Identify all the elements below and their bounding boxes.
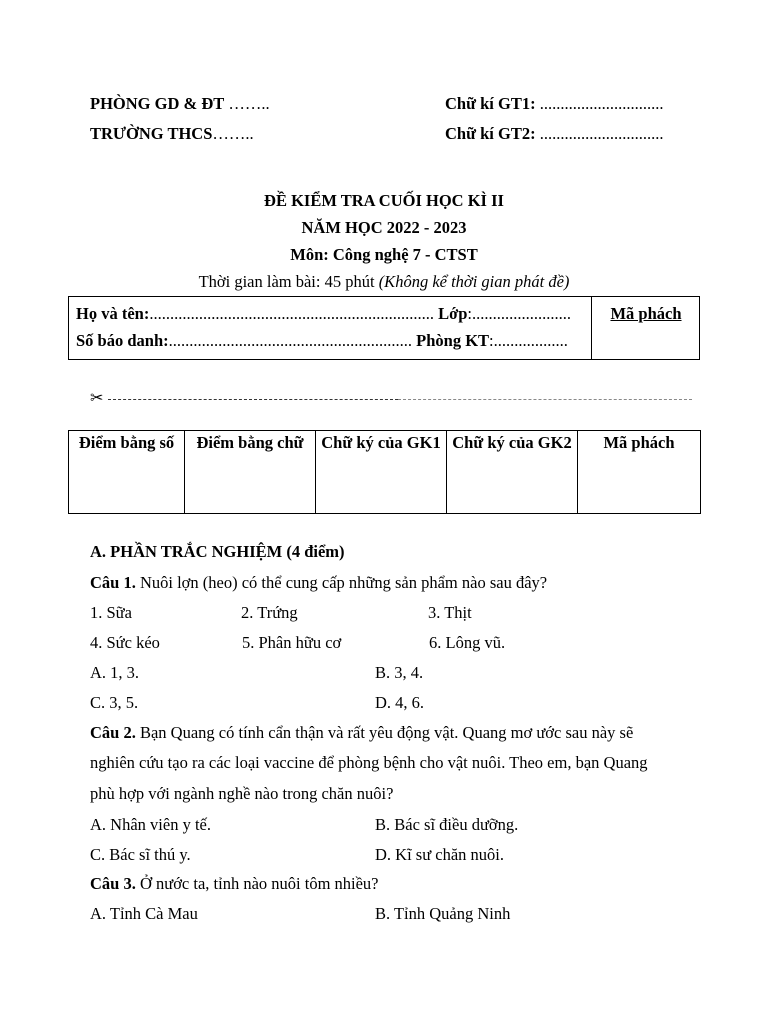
sbd-field[interactable]: ........................................................... — [168, 331, 413, 350]
department-label: PHÒNG GD & ĐT — [90, 94, 225, 113]
signature-gt1-label: Chữ kí GT1: — [445, 94, 536, 113]
q2-option-a[interactable]: A. Nhân viên y tế. — [90, 815, 211, 834]
school-label: TRƯỜNG THCS — [90, 124, 213, 143]
q1-item: 1. Sữa — [90, 603, 132, 622]
question-3-label: Câu 3. — [90, 874, 136, 893]
header-department — [90, 94, 270, 114]
cut-dash-left — [108, 399, 398, 400]
room-field[interactable]: :.................. — [489, 331, 568, 350]
q1-item: 5. Phân hữu cơ — [242, 633, 342, 652]
q1-item: 4. Sức kéo — [90, 633, 160, 652]
q1-option-a[interactable]: A. 1, 3. — [90, 663, 140, 682]
header-signature-gt2 — [445, 124, 663, 144]
score-words-cell[interactable]: Điểm bằng chữ — [185, 431, 316, 514]
question-3 — [90, 874, 379, 894]
question-2-line2: nghiên cứu tạo ra các loại vaccine để phòng bệnh cho vật nuôi. Theo em, bạn Quang — [90, 753, 648, 772]
signature-gt1-dots: .............................. — [535, 94, 664, 113]
score-table-header-row — [69, 431, 701, 514]
q1-item: 2. Trứng — [241, 603, 298, 622]
score-table — [68, 430, 701, 514]
time-note: (Không kể thời gian phát đề) — [378, 272, 570, 291]
cut-line — [90, 389, 692, 409]
question-3-text: Ở nước ta, tỉnh nào nuôi tôm nhiều? — [135, 874, 379, 893]
student-info-box — [68, 296, 700, 360]
header-signature-gt1 — [445, 94, 663, 114]
q1-option-d[interactable]: D. 4, 6. — [375, 693, 425, 712]
question-1 — [90, 573, 547, 593]
q2-option-c[interactable]: C. Bác sĩ thú y. — [90, 845, 191, 864]
time-allowed — [0, 272, 768, 292]
q1-item: 3. Thịt — [428, 603, 472, 622]
scissors-icon: ✂ — [90, 390, 104, 407]
section-a-heading: A. PHẦN TRẮC NGHIỆM (4 điểm) — [90, 542, 345, 561]
name-field[interactable]: ..................................................................... — [149, 304, 434, 323]
signature-gt2-label: Chữ kí GT2: — [445, 124, 536, 143]
room-label: Phòng KT — [416, 331, 490, 350]
name-label: Họ và tên: — [76, 304, 150, 323]
code-label: Mã phách — [610, 304, 682, 323]
name-row — [76, 304, 571, 324]
q1-option-b[interactable]: B. 3, 4. — [375, 663, 424, 682]
q1-option-c[interactable]: C. 3, 5. — [90, 693, 139, 712]
question-2-line1: Bạn Quang có tính cẩn thận và rất yêu động vật. Quang mơ ước sau này sẽ — [135, 723, 634, 742]
question-1-label: Câu 1. — [90, 573, 136, 592]
q2-option-b[interactable]: B. Bác sĩ điều dưỡng. — [375, 815, 519, 834]
time-text: Thời gian làm bài: 45 phút — [198, 272, 379, 291]
gk2-signature-cell[interactable]: Chữ ký của GK2 — [447, 431, 578, 514]
q3-option-a[interactable]: A. Tỉnh Cà Mau — [90, 904, 198, 923]
class-field[interactable]: :........................ — [467, 304, 571, 323]
class-label: Lớp — [438, 304, 468, 323]
header-school — [90, 124, 254, 144]
sbd-label: Số báo danh: — [76, 331, 169, 350]
question-2-label: Câu 2. — [90, 723, 136, 742]
school-dots: …….. — [212, 124, 254, 143]
gk1-signature-cell[interactable]: Chữ ký của GK1 — [316, 431, 447, 514]
question-1-text: Nuôi lợn (heo) có thể cung cấp những sản phẩm nào sau đây? — [135, 573, 548, 592]
q1-item: 6. Lông vũ. — [429, 633, 506, 652]
subject: Môn: Công nghệ 7 - CTST — [290, 245, 478, 264]
department-dots: …….. — [224, 94, 270, 113]
score-number-cell[interactable]: Điểm bằng số — [69, 431, 185, 514]
code-cell[interactable]: Mã phách — [578, 431, 701, 514]
signature-gt2-dots: .............................. — [535, 124, 664, 143]
question-2-line3: phù hợp với ngành nghề nào trong chăn nuôi? — [90, 784, 394, 803]
exam-title: ĐỀ KIỂM TRA CUỐI HỌC KÌ II — [264, 191, 504, 210]
q3-option-b[interactable]: B. Tỉnh Quảng Ninh — [375, 904, 511, 923]
sbd-row — [76, 331, 568, 351]
school-year: NĂM HỌC 2022 - 2023 — [301, 218, 467, 237]
question-2 — [90, 723, 633, 743]
q2-option-d[interactable]: D. Kĩ sư chăn nuôi. — [375, 845, 505, 864]
cut-dash-right — [398, 399, 692, 400]
